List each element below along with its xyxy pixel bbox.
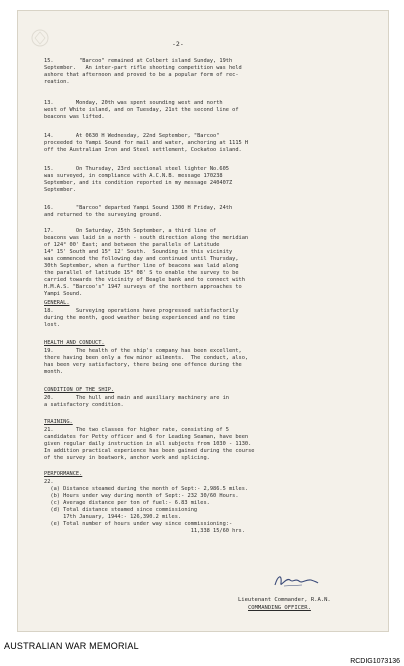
paragraph-line: 13. Monday, 20th was spent sounding west and north (44, 100, 223, 106)
paragraph-line: 15. On Thursday, 23rd sectional steel lighter No.605 (44, 166, 229, 172)
paragraph-line: In addition practical experience has been gained during the course (44, 448, 255, 454)
paragraph-line: September. (44, 187, 76, 193)
paragraph-line: the parallel of latitude 15° 08' S to enable the survey to be (44, 270, 239, 276)
paragraph-line: there having been only a few minor ailments. The conduct, also, (44, 355, 249, 361)
paragraph-line: during the month, good weather being experienced and no time (44, 315, 236, 321)
paragraph-line: (d) Total distance steamed since commissioning (44, 507, 198, 513)
paragraph-line: candidates for Petty officer and 6 for Leading Seaman, have been (44, 434, 249, 440)
paragraph-line: was surveyed, in compliance with A.C.N.B. message 170238 (44, 173, 223, 179)
paragraph-line: 21. The two classes for higher rate, consisting of 5 (44, 427, 229, 433)
paragraph-line: 30th September, when a further line of beacons was laid along (44, 263, 239, 269)
footer-record-id: RCDIG1073136 (350, 658, 400, 665)
handwritten-signature (272, 571, 320, 591)
paragraph-line: (c) Average distance per ton of fuel:- 6.83 miles. (44, 500, 210, 506)
signature-block (238, 596, 331, 612)
paragraph-line: carried towards the vicinity of Beagle bank and to connect with (44, 277, 245, 283)
paragraph-line: 19. The health of the ship's company has been excellent, (44, 348, 242, 354)
section-heading: TRAINING. (44, 419, 73, 425)
paragraph-line: 14. At 0630 H Wednesday, 22nd September, "Barcoo" (44, 133, 220, 139)
paragraph-line: (b) Hours under way during month of Sept:- 232 30/60 Hours. (44, 493, 239, 499)
paragraph-line: September. An inter-part rifle shooting competition was held (44, 65, 242, 71)
paragraph-line: given regular daily instruction in all subjects from 1030 - 1130. (44, 441, 252, 447)
paragraph-line: (a) Distance steamed during the month of Sept:- 2,986.5 miles. (44, 486, 249, 492)
paragraph-line: September, and its condition reported in my message 240407Z (44, 180, 233, 186)
paragraph-line: a satisfactory condition. (44, 402, 124, 408)
paragraph-line: 16. "Barcoo" departed Yampi Sound 1300 H Friday, 24th (44, 205, 233, 211)
paragraph-line: was commenced the following day and continued until Thursday, (44, 256, 239, 262)
paragraph-line: beacons was laid in a north - south direction along the meridian (44, 235, 249, 241)
page-number: -2- (172, 40, 184, 48)
paragraph-line: 18. Surveying operations have progressed satisfactorily (44, 308, 239, 314)
paragraph-line: off the Australian Iron and Steel settlement, Cockatoo island. (44, 147, 242, 153)
paragraph-line: 22. (44, 479, 54, 485)
watermark-stamp-icon (29, 28, 51, 48)
signatory-title: Lieutenant Commander, R.A.N. (238, 597, 331, 603)
section-heading: PERFORMANCE. (44, 471, 83, 477)
paragraph-line: 11,338 15/60 hrs. (44, 528, 245, 534)
paragraph-line: 17th January, 1944:- 126,390.2 miles. (44, 514, 182, 520)
paragraph-line: of 124° 00' East; and between the parallels of Latitude (44, 242, 220, 248)
paragraph-line: beacons was lifted. (44, 114, 105, 120)
paragraph-line: month. (44, 369, 64, 375)
paragraph-line: proceeded to Yampi Sound for mail and water, anchoring at 1115 H (44, 140, 249, 146)
section-heading: HEALTH AND CONDUCT. (44, 340, 105, 346)
paragraph-line: H.M.A.S. "Barcoo's" 1947 surveys of the northern approaches to (44, 284, 242, 290)
paragraph-line: ashore that afternoon and proved to be a popular form of rec- (44, 72, 239, 78)
paragraph-line: west of White island, and on Tuesday, 21st the second line of (44, 107, 239, 113)
paragraph-line: (e) Total number of hours under way since commissioning:- (44, 521, 233, 527)
paragraph-line: has been very satisfactory, there being one offence during the (44, 362, 242, 368)
signatory-role: COMMANDING OFFICER. (248, 605, 311, 611)
paragraph-line: 20. The hull and main and auxiliary machinery are in (44, 395, 229, 401)
paragraph-line: reation. (44, 79, 70, 85)
paragraph-line: 15. "Barcoo" remained at Colbert island Sunday, 19th (44, 58, 233, 64)
paragraph-line: 17. On Saturday, 25th September, a third line of (44, 228, 217, 234)
paragraph-line: lost. (44, 322, 60, 328)
paragraph-line: 14° 15' South and 15° 12' South. Sounding in this vicinity (44, 249, 233, 255)
section-heading: CONDITION OF THE SHIP. (44, 387, 115, 393)
paragraph-line: and returned to the surveying ground. (44, 212, 162, 218)
section-heading: GENERAL. (44, 300, 70, 306)
paragraph-line: Yampi Sound. (44, 291, 83, 297)
paragraph-line: of the survey in boatwork, anchor work and splicing. (44, 455, 210, 461)
footer-archive-label: AUSTRALIAN WAR MEMORIAL (4, 641, 139, 651)
